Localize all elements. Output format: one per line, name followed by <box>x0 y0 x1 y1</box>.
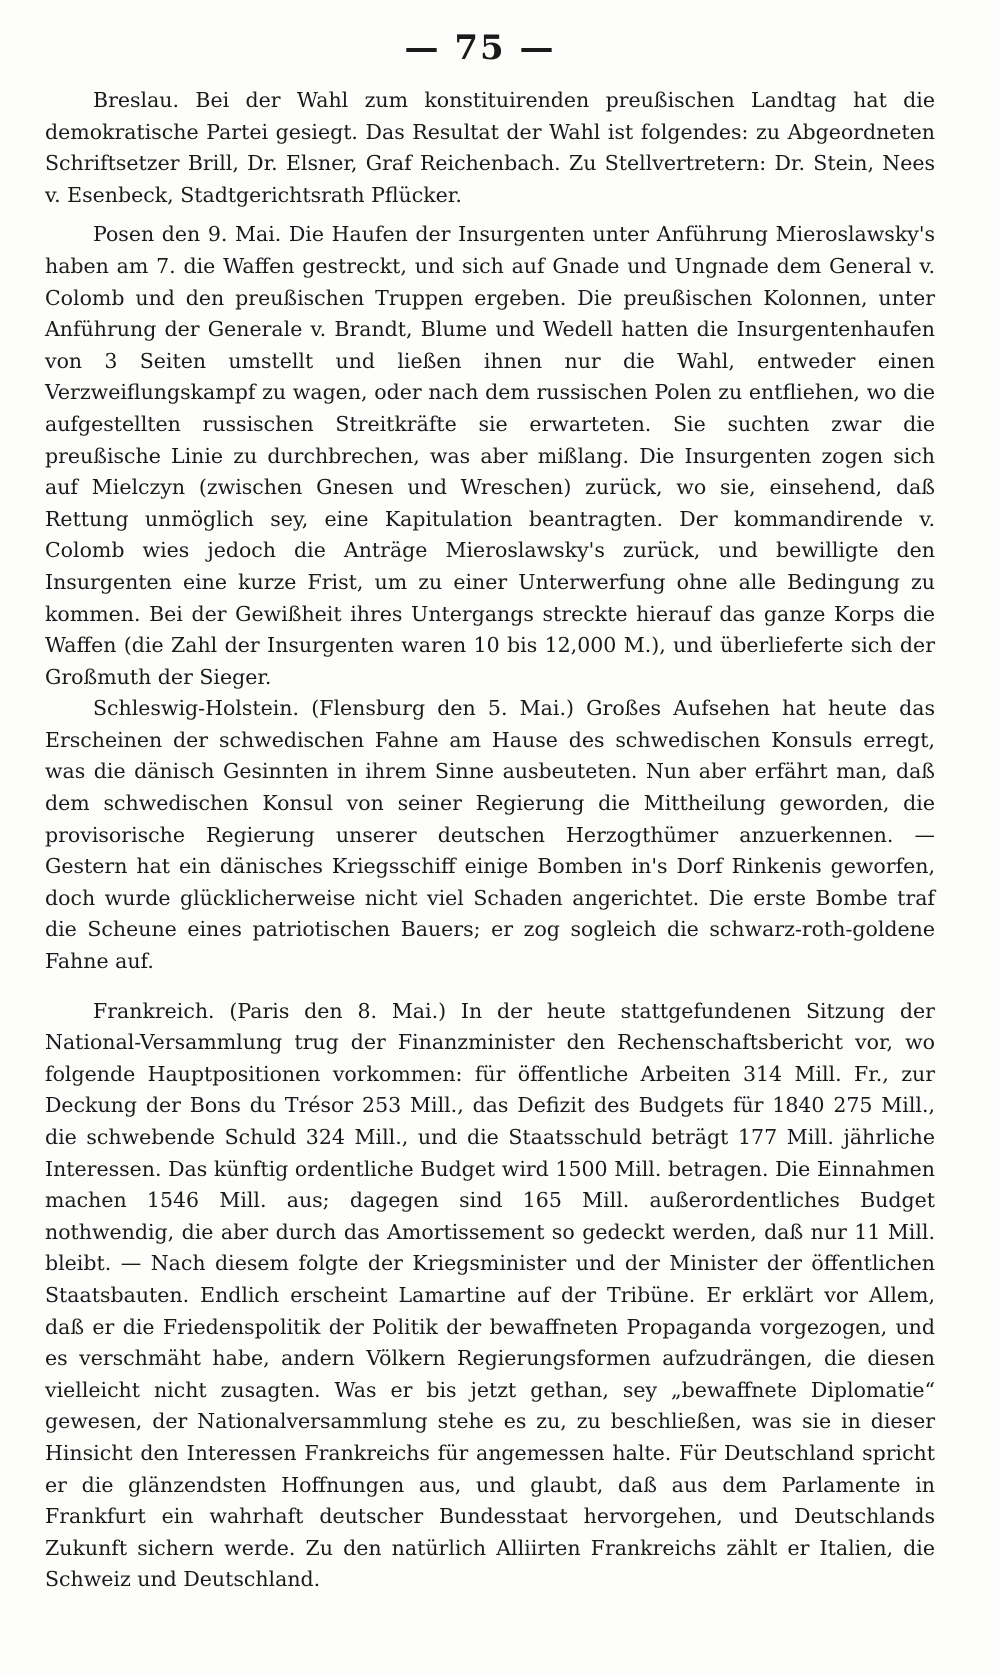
paragraph-posen: Posen den 9. Mai. Die Haufen der Insurgenten unter Anführung Mieroslawsky's haben am 7. die Waffen gestreckt, und sich auf Gnade und Ungnade dem General v. Colomb und den preußischen Truppen ergeben. Die preußischen Kolonnen, unter Anführung der Generale v. Brandt, Blume und Wedell hatten die Insurgentenhaufen von 3 Seiten umstellt und ließen ihnen nur die Wahl, entweder einen Verzweiflungskampf zu wagen, oder nach dem russischen Polen zu entfliehen, wo die aufgestellten russischen Streitkräfte sie erwarteten. Sie suchten zwar die preußische Linie zu durchbrechen, was aber mißlang. Die Insurgenten zogen sich auf Mielczyn (zwischen Gnesen und Wreschen) zurück, wo sie, einsehend, daß Rettung unmöglich sey, eine Kapitulation beantragten. Der kommandirende v. Colomb wies jedoch die Anträge Mieroslawsky's zurück, und bewilligte den Insurgenten eine kurze Frist, um zu einer Unterwerfung ohne alle Bedingung zu kommen. Bei der Gewißheit ihres Untergangs streckte hierauf das ganze Korps die Waffen (die Zahl der Insurgenten waren 10 bis 12,000 M.), und überlieferte sich der Großmuth der Sieger. <box>45 222 935 689</box>
paragraph-schleswig-holstein: Schleswig-Holstein. (Flensburg den 5. Mai.) Großes Aufsehen hat heute das Erscheinen der schwedischen Fahne am Hause des schwedischen Konsuls erregt, was die dänisch Gesinnten in ihrem Sinne ausbeuteten. Nun aber erfährt man, daß dem schwedischen Konsul von seiner Regierung die Mittheilung geworden, die provisorische Regierung unserer deutschen Herzogthümer anzuerkennen. — Gestern hat ein dänisches Kriegsschiff einige Bomben in's Dorf Rinkenis geworfen, doch wurde glücklicherweise nicht viel Schaden angerichtet. Die erste Bombe traf die Scheune eines patriotischen Bauers; er zog sogleich die schwarz-roth-goldene Fahne auf. <box>45 696 935 974</box>
paragraph-frankreich: Frankreich. (Paris den 8. Mai.) In der heute stattgefundenen Sitzung der National-Versammlung trug der Finanzminister den Rechenschaftsbericht vor, wo folgende Hauptpositionen vorkommen: für öffentliche Arbeiten 314 Mill. Fr., zur Deckung der Bons du Trésor 253 Mill., das Defizit des Budgets für 1840 275 Mill., die schwebende Schuld 324 Mill., und die Staatsschuld beträgt 177 Mill. jährliche Interessen. Das künftig ordentliche Budget wird 1500 Mill. betragen. Die Einnahmen machen 1546 Mill. aus; dagegen sind 165 Mill. außerordentliches Budget nothwendig, die aber durch das Amortissement so gedeckt werden, daß nur 11 Mill. bleibt. — Nach diesem folgte der Kriegsminister und der Minister der öffentlichen Staatsbauten. Endlich erscheint Lamartine auf der Tribüne. Er erklärt vor Allem, daß er die Friedenspolitik der Politik der bewaffneten Propaganda vorgezogen, und es verschmäht habe, andern Völkern Regierungsformen aufzudrängen, die diesen vielleicht nicht zusagten. Was er bis jetzt gethan, sey „bewaffnete Diplomatie“ gewesen, der Nationalversammlung stehe es zu, zu beschließen, was sie in dieser Hinsicht den Interessen Frankreichs für angemessen halte. Für Deutschland spricht er die glänzendsten Hoffnungen aus, und glaubt, daß aus dem Parlamente in Frankfurt ein wahrhaft deutscher Bundesstaat hervorgehen, und Deutschlands Zukunft sichern werde. Zu den natürlich Alliirten Frankreichs zählt er Italien, die Schweiz und Deutschland. <box>45 998 935 1592</box>
paragraph-breslau: Breslau. Bei der Wahl zum konstituirenden preußischen Landtag hat die demokratische Partei gesiegt. Das Resultat der Wahl ist folgendes: zu Abgeordneten Schriftsetzer Brill, Dr. Elsner, Graf Reichenbach. Zu Stellvertretern: Dr. Stein, Nees v. Esenbeck, Stadtgerichtsrath Pflücker. <box>45 88 935 207</box>
page-number: — 75 — <box>404 28 556 68</box>
article-text-body <box>45 85 935 1596</box>
